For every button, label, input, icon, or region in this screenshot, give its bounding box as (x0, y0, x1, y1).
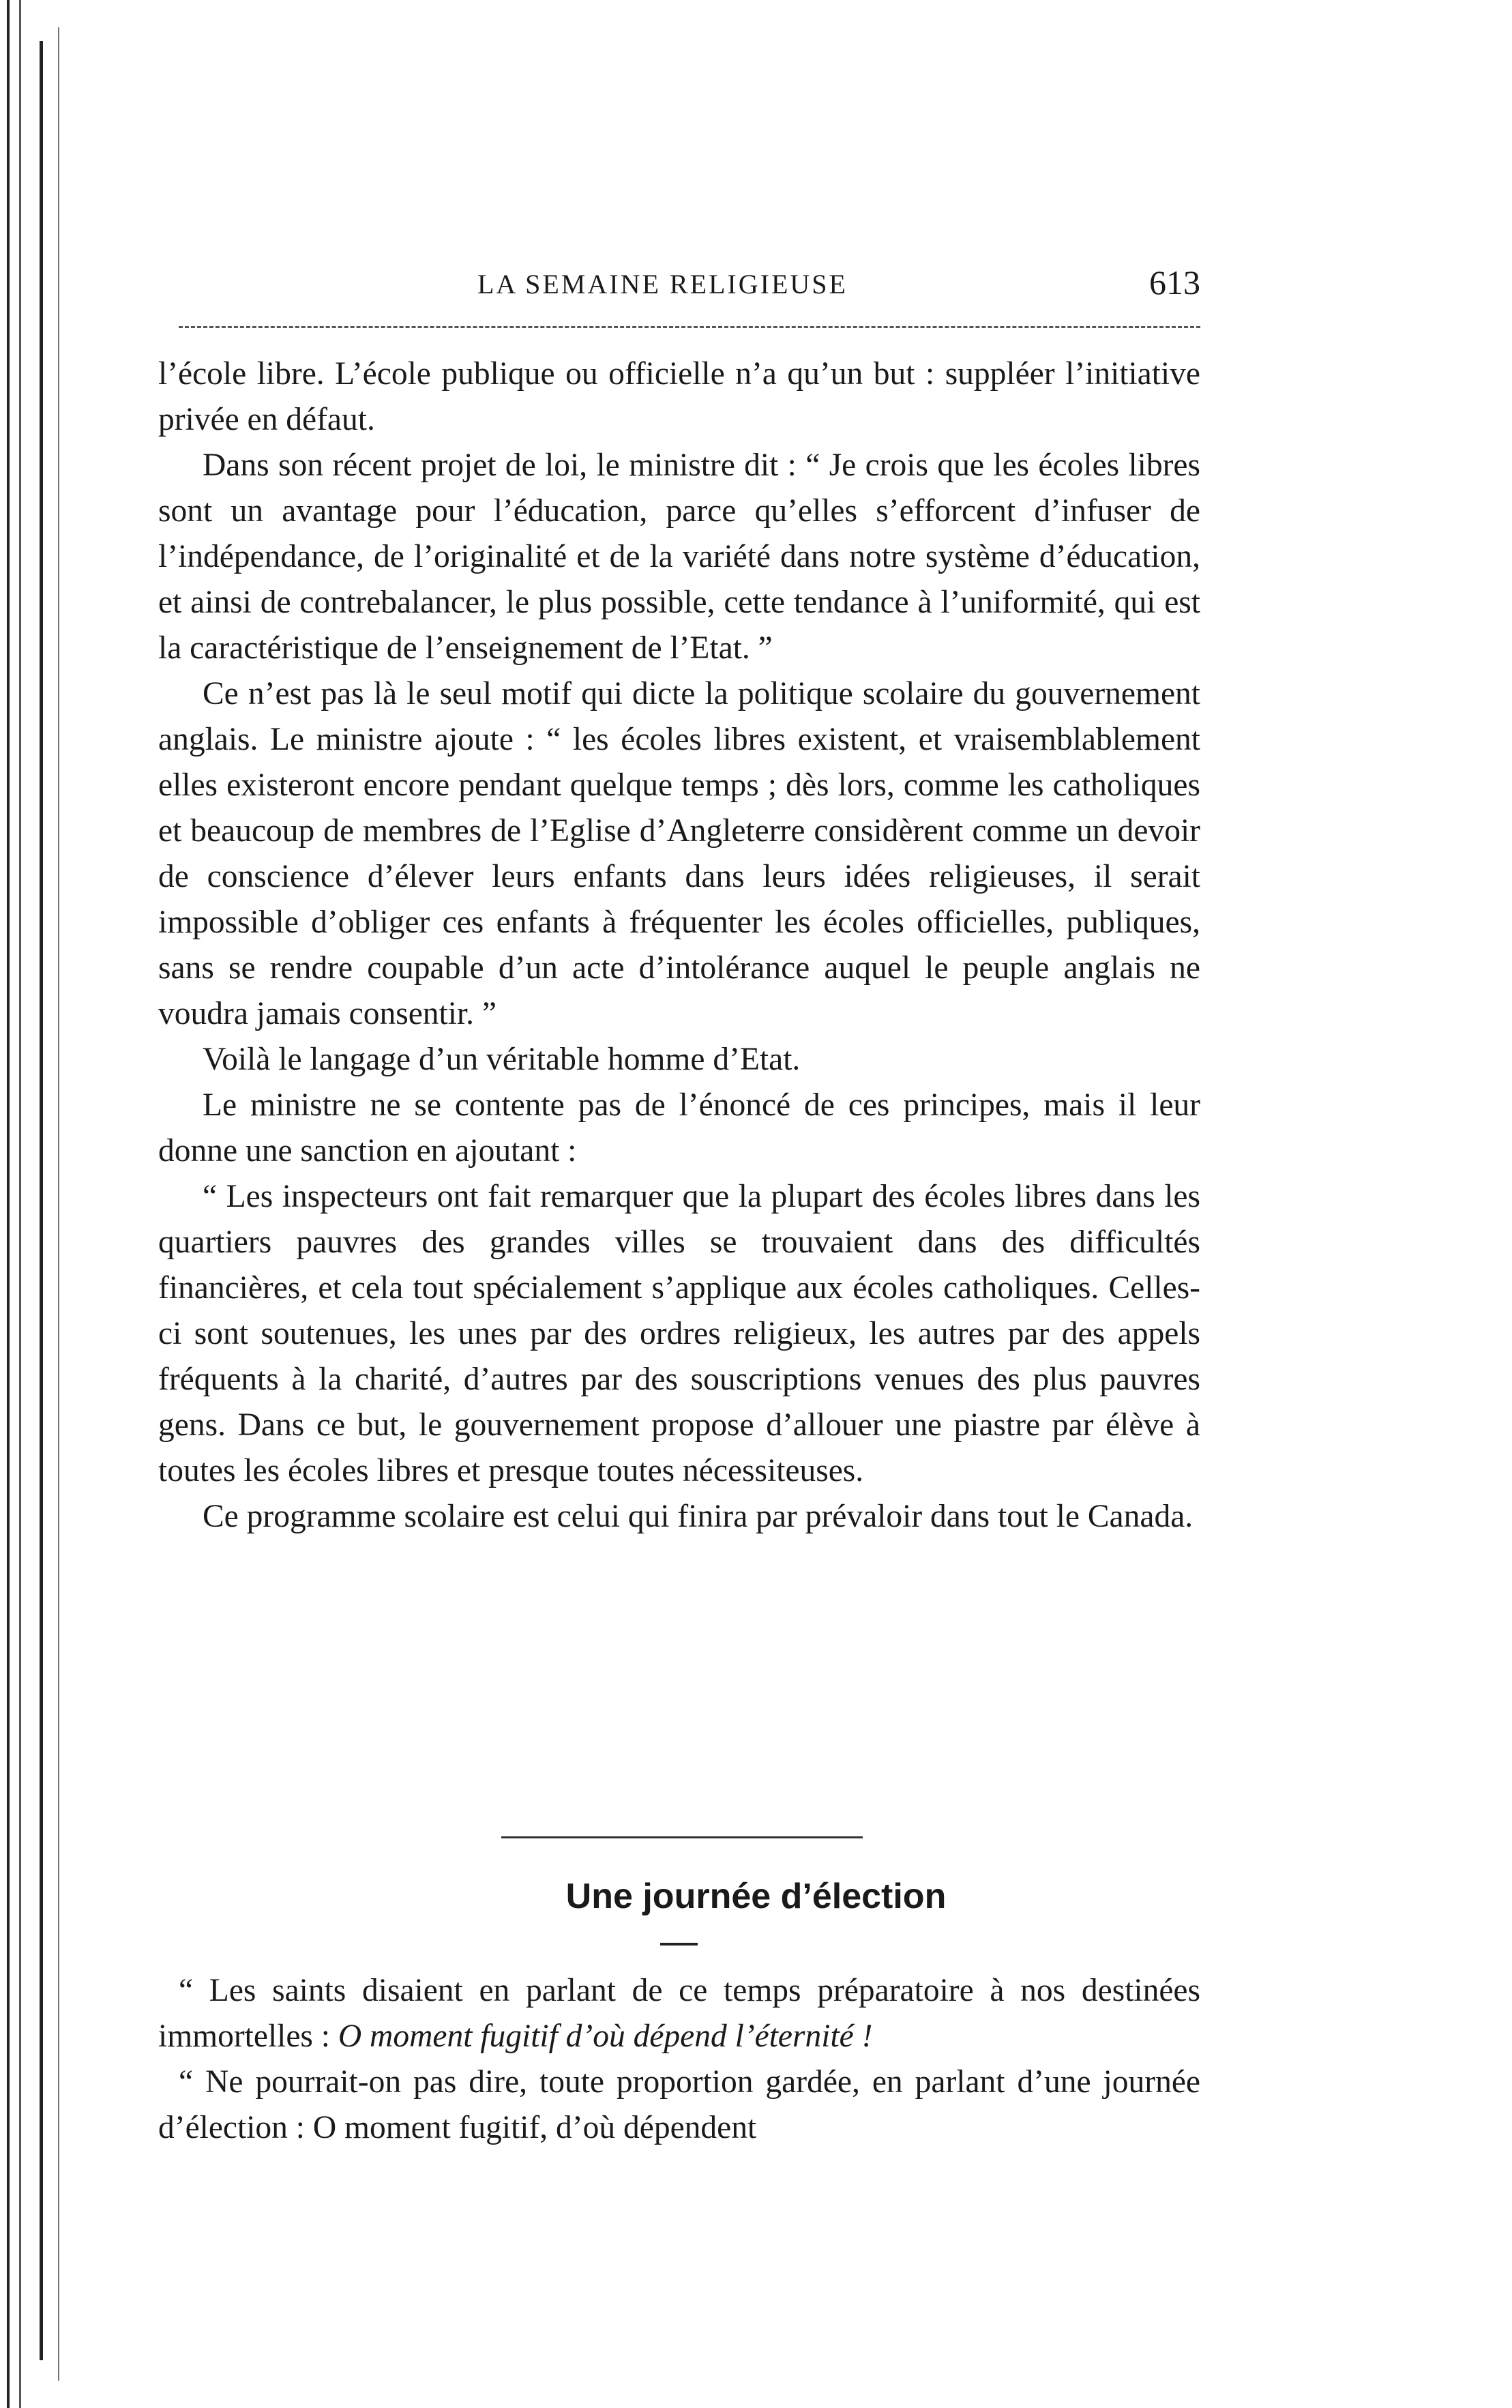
edge-line (7, 0, 10, 2408)
edge-line (19, 0, 21, 2408)
paragraph: “ Ne pourrait-on pas dire, toute proportion gardée, en parlant d’une journée d’élection : O moment fugitif, d’où dépendent (158, 2064, 1200, 2145)
article-body (158, 351, 1200, 1540)
edge-line (40, 41, 43, 2360)
section-title: Une journée d’élection (565, 1877, 947, 1916)
page-header (477, 263, 1200, 310)
paragraph: Ce programme scolaire est celui qui finira par prévaloir dans tout le Canada. (203, 1499, 1194, 1534)
edge-line (58, 27, 59, 2381)
paragraph: Voilà le langage d’un véritable homme d’Etat. (203, 1042, 801, 1077)
section-separator (501, 1836, 863, 1838)
paragraph (158, 1968, 1200, 2059)
binding-edge (0, 0, 72, 2408)
paragraph: l’école libre. L’école publique ou officielle n’a qu’un but : suppléer l’initiative privée en défaut. (158, 356, 1200, 437)
paragraph: Le ministre ne se contente pas de l’énoncé de ces principes, mais il leur donne une sanction en ajoutant : (158, 1087, 1200, 1169)
section-body (158, 1968, 1200, 2151)
paragraph: Ce n’est pas là le seul motif qui dicte la politique scolaire du gouvernement anglais. Le ministre ajoute : “ les écoles libres existent, et vraisemblablement elles existeront encore pendant quelque temps ; dès lors, comme les catholiques et beaucoup de membres de l’Eglise d’Angleterre considèrent comme un devoir de conscience d’élever leurs enfants dans leurs idées religieuses, il serait impossible d’obliger ces enfants à fréquenter les écoles officielles, publiques, sans se rendre coupable d’un acte d’intolérance auquel le peuple anglais ne voudra jamais consentir. ” (158, 676, 1200, 1031)
page-number: 613 (1149, 263, 1200, 302)
paragraph: Dans son récent projet de loi, le ministre dit : “ Je crois que les écoles libres sont un avantage pour l’éducation, parce qu’elles s’efforcent d’infuser de l’indépendance, de l’originalité et de la variété dans notre système d’éducation, et ainsi de contrebalancer, le plus possible, cette tendance à l’uniformité, qui est la caractéristique de l’enseignement de l’Etat. ” (158, 447, 1200, 666)
header-rule (179, 326, 1200, 328)
title-dash (660, 1943, 698, 1946)
paragraph: “ Les inspecteurs ont fait remarquer que la plupart des écoles libres dans les quartiers pauvres des grandes villes se trouvaient dans des difficultés financières, et cela tout spécialement s’applique aux écoles catholiques. Celles-ci sont soutenues, les unes par des ordres religieux, les autres par des appels fréquents à la charité, d’autres par des souscriptions venues des plus pauvres gens. Dans ce but, le gouvernement propose d’allouer une piastre par élève à toutes les écoles libres et presque toutes nécessiteuses. (158, 1179, 1200, 1488)
italic-quote: O moment fugitif d’où dépend l’éternité ! (338, 2018, 873, 2054)
paragraph-text: “ Les saints disaient en parlant de ce temps préparatoire à nos destinées immortelles : (158, 1973, 1200, 2054)
running-title: LA SEMAINE RELIGIEUSE (477, 269, 848, 299)
